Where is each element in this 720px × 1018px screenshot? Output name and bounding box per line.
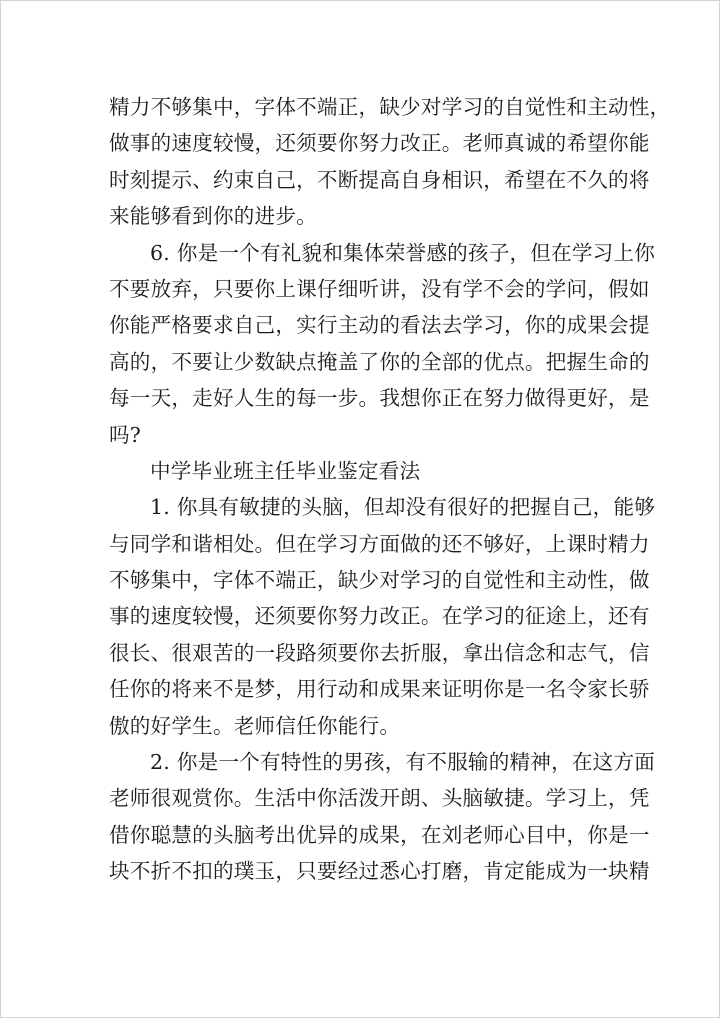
- text-line: 任你的将来不是梦，用行动和成果来证明你是一名令家长骄: [109, 677, 650, 702]
- text-line: 来能够看到你的进步。: [109, 204, 317, 229]
- paragraph-item-1: [109, 489, 656, 744]
- text-line: 事的速度较慢，还须要你努力改正。在学习的征途上，还有: [109, 604, 650, 629]
- text-line: 你能严格要求自己，实行主动的看法去学习，你的成果会提: [109, 313, 650, 338]
- paragraph-continued: [109, 89, 671, 235]
- text-line: 做事的速度较慢，还须要你努力改正。老师真诚的希望你能: [109, 131, 650, 156]
- text-line: 高的，不要让少数缺点掩盖了你的全部的优点。把握生命的: [109, 349, 650, 374]
- document-body: [109, 89, 671, 890]
- text-line: 精力不够集中，字体不端正，缺少对学习的自觉性和主动性，: [109, 95, 671, 119]
- text-line: 每一天，走好人生的每一步。我想你正在努力做得更好，是: [109, 386, 650, 411]
- section-heading: [109, 453, 622, 489]
- text-line: 与同学和谐相处。但在学习方面做的还不够好，上课时精力: [109, 531, 650, 556]
- text-line: 不要放弃，只要你上课仔细听讲，没有学不会的学问，假如: [109, 276, 650, 301]
- text-line: 1. 你具有敏捷的头脑，但却没有很好的把握自己，能够: [150, 495, 656, 520]
- section-title: 中学毕业班主任毕业鉴定看法: [150, 458, 421, 483]
- text-line: 借你聪慧的头脑考出优异的成果，在刘老师心目中，你是一: [109, 822, 650, 847]
- text-line: 很长、很艰苦的一段路须要你去折服，拿出信念和志气，信: [109, 640, 650, 665]
- paragraph-item-2: [109, 744, 656, 890]
- text-line: 块不折不扣的璞玉，只要经过悉心打磨，肯定能成为一块精: [109, 859, 650, 884]
- text-line: 吗?: [109, 422, 142, 447]
- text-line: 时刻提示、约束自己，不断提高自身相识，希望在不久的将: [109, 167, 650, 192]
- text-line: 不够集中，字体不端正，缺少对学习的自觉性和主动性，做: [109, 568, 650, 593]
- text-line: 2. 你是一个有特性的男孩，有不服输的精神，在这方面: [150, 750, 656, 775]
- text-line: 老师很观赏你。生活中你活泼开朗、头脑敏捷。学习上，凭: [109, 786, 650, 811]
- text-line: 傲的好学生。老师信任你能行。: [109, 713, 401, 738]
- text-line: 6. 你是一个有礼貌和集体荣誉感的孩子，但在学习上你: [150, 240, 656, 265]
- paragraph-item-6: [109, 235, 656, 453]
